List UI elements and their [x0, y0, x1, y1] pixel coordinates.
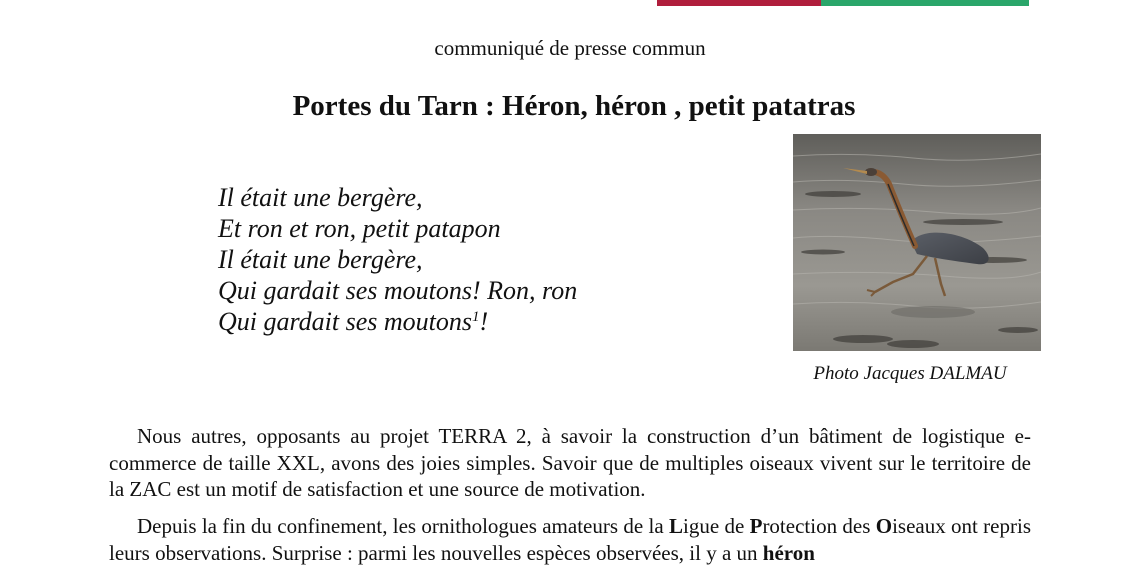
oiseaux-initial: O — [875, 514, 893, 538]
poem-line: Il était une bergère, — [218, 245, 423, 274]
poem-line-end: ! — [479, 307, 489, 336]
poem-block — [218, 182, 577, 337]
ligue-rest: igue de — [682, 514, 750, 538]
footnote-marker[interactable]: 1 — [472, 309, 480, 325]
heron-bold: héron — [762, 540, 815, 565]
ligue-initial: L — [668, 514, 683, 538]
poem-line-last — [218, 306, 577, 337]
poem-line: Et ron et ron, petit patapon — [218, 214, 501, 243]
body-paragraph-2 — [109, 513, 1031, 566]
poem-line: Qui gardait ses moutons! Ron, ron — [218, 276, 578, 305]
press-release-kicker: communiqué de presse commun — [434, 36, 706, 60]
header-band-red — [657, 0, 821, 6]
oiseaux-rest: iseaux ont repris leurs observations. Surprise : parmi les nouvelles espèces observées, il y a un — [109, 514, 1031, 565]
heron-photo — [793, 134, 1041, 351]
body-paragraph-1: Nous autres, opposants au projet TERRA 2, à savoir la construction d’un bâtiment de logistique e-commerce de taille XXL, avons des joies simples. Savoir que de multiples oiseaux vivent sur le territoire de la ZAC est un motif de satisfaction et une source de motivation. — [109, 424, 1031, 501]
header-color-band — [657, 0, 1029, 6]
page-title: Portes du Tarn : Héron, héron , petit patatras — [292, 90, 856, 122]
protection-initial: P — [749, 514, 763, 538]
paragraph-2-intro: Depuis la fin du confinement, les ornithologues amateurs de la — [137, 514, 669, 538]
poem-line: Il était une bergère, — [218, 183, 423, 212]
header-band-green — [821, 0, 1029, 6]
poem-line-text: Qui gardait ses moutons — [218, 307, 472, 336]
protection-rest: rotection des — [762, 514, 876, 538]
photo-caption: Photo Jacques DALMAU — [813, 363, 1007, 384]
